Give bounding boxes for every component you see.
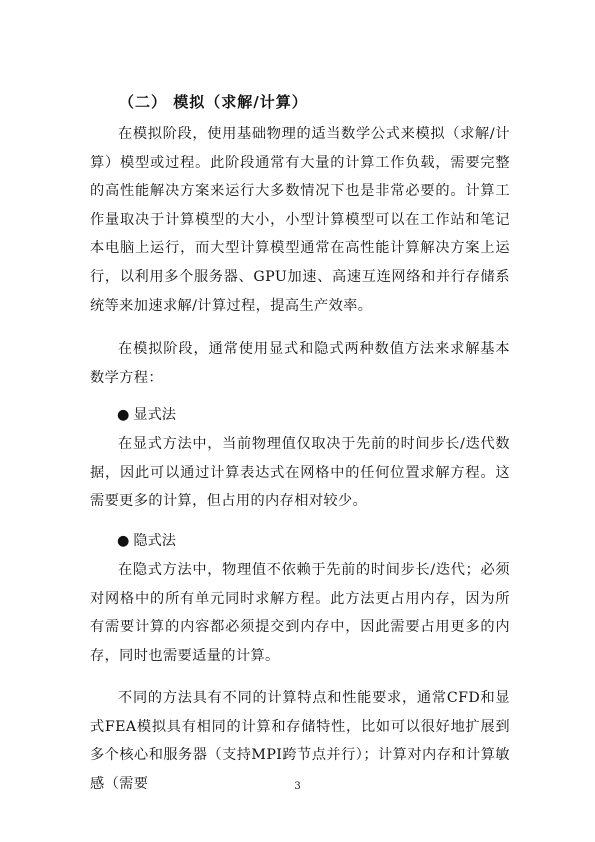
paragraph-explicit-method: 在显式方法中，当前物理值仅取决于先前的时间步长/迭代数据，因此可以通过计算表达式在网格中的任何位置求解方程。这需要更多的计算，但占用的内存相对较少。 xyxy=(90,436,510,510)
paragraph-implicit-method: 在隐式方法中，物理值不依赖于先前的时间步长/迭代；必须对网格中的所有单元同时求解方程。此方法更占用内存，因为所有需要计算的内容都必须提交到内存中，因此需要占用更多的内存，同时也需要适量的计算。 xyxy=(90,562,510,664)
section-heading: （二） 模拟（求解/计算） xyxy=(119,93,308,111)
paragraph-method-characteristics: 不同的方法具有不同的计算特点和性能要求，通常CFD和显式FEA模拟具有相同的计算和存储特性，比如可以很好地扩展到多个核心和服务器（支持MPI跨节点并行）；计算对内存和计算敏感（需要 xyxy=(90,690,510,792)
paragraph-simulation-intro: 在模拟阶段，使用基础物理的适当数学公式来模拟（求解/计算）模型或过程。此阶段通常有大量的计算工作负载，需要完整的高性能解决方案来运行大多数情况下也是非常必要的。计算工作量取决于计算模型的大小，小型计算模型可以在工作站和笔记本电脑上运行，而大型计算模型通常在高性能计算解决方案上运行，以利用多个服务器、GPU加速、高速互连网络和并行存储系统等来加速求解/计算过程，提高生产效率。 xyxy=(90,126,510,314)
bullet-dot-icon: ● xyxy=(117,407,130,423)
paragraph-numerical-methods: 在模拟阶段，通常使用显式和隐式两种数值方法来求解基本数学方程： xyxy=(90,341,510,386)
bullet-explicit-method xyxy=(117,401,176,429)
bullet-implicit-method xyxy=(117,527,176,555)
bullet-label-explicit: 显式法 xyxy=(133,407,176,423)
page-number: 3 xyxy=(294,781,301,792)
bullet-dot-icon: ● xyxy=(117,533,130,549)
bullet-label-implicit: 隐式法 xyxy=(133,533,176,549)
